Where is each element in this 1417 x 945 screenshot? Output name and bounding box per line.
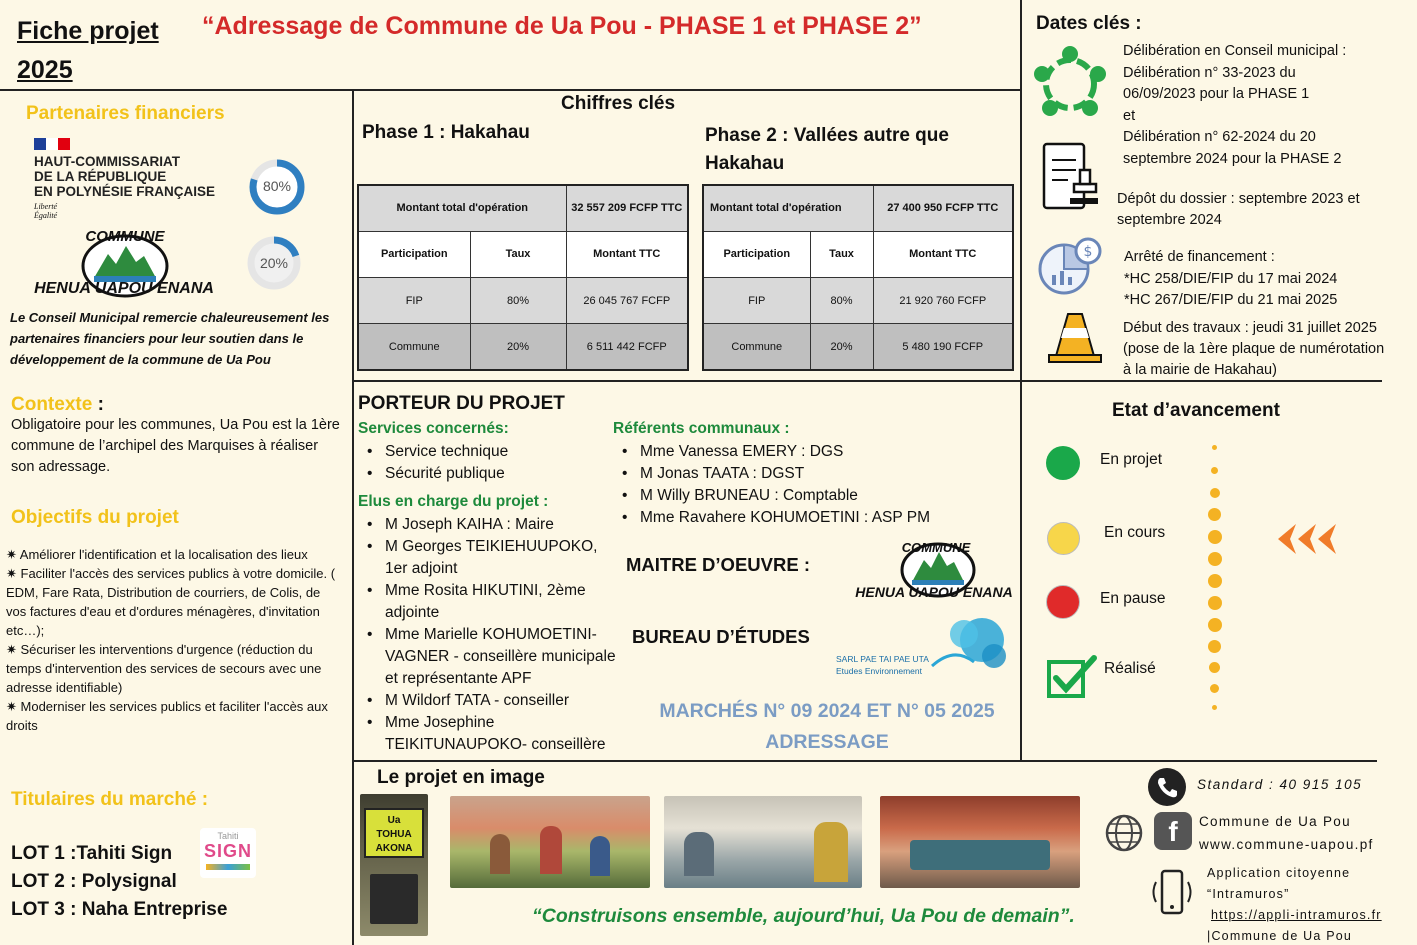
hc-percent-label: 80% <box>262 178 292 194</box>
phone-icon[interactable] <box>1148 768 1186 806</box>
list-item: • M Jonas TAATA : DGST <box>614 463 930 485</box>
list-item: • Mme Ravahere KOHUMOETINI : ASP PM <box>614 507 930 529</box>
date-line: 06/09/2023 pour la PHASE 1 <box>1123 86 1310 103</box>
list-item: • Mme Vanessa EMERY : DGS <box>614 441 930 463</box>
commune-percent-gauge <box>246 235 302 291</box>
divider-left <box>352 91 354 945</box>
moe-logo-top: COMMUNE <box>901 540 971 555</box>
app-url-link[interactable]: https://appli-intramuros.fr <box>1211 908 1382 922</box>
list-item: • M Joseph KAIHA : Maire <box>359 514 621 536</box>
services-list <box>359 441 508 485</box>
objectives-list <box>6 545 344 735</box>
table-cell: Commune <box>358 324 470 370</box>
list-item: • Sécurité publique <box>359 463 508 485</box>
list-item: • M Georges TEIKIEHUUPOKO, 1er adjoint <box>359 536 621 580</box>
hc-motto1: Liberté <box>34 202 58 211</box>
figures-heading: Chiffres clés <box>561 93 676 114</box>
bureau-label: BUREAU D’ÉTUDES <box>632 626 810 647</box>
elus-heading: Elus en charge du projet : <box>358 493 549 510</box>
lot-3: LOT 3 : Naha Entreprise <box>11 899 228 920</box>
phase2-title-l2: Hakahau <box>705 153 785 174</box>
list-item: • Mme Rosita HIKUTINI, 2ème adjointe <box>359 580 621 624</box>
phase2-table <box>702 184 1014 371</box>
referents-heading: Référents communaux : <box>613 420 790 437</box>
globe-icon[interactable] <box>1104 813 1144 853</box>
table-cell: 26 045 767 FCFP <box>566 278 688 324</box>
document-stamp-icon <box>1038 140 1100 216</box>
date-line: et <box>1123 107 1136 124</box>
status-dot-en-cours <box>1047 522 1080 555</box>
list-item: • Mme Josephine TEIKITUNAUPOKO- conseillère <box>359 712 621 756</box>
moe-label: MAITRE D’OEUVRE : <box>626 554 810 575</box>
partners-heading: Partenaires financiers <box>26 103 225 124</box>
context-title: Contexte <box>11 394 93 415</box>
date-line: Dépôt du dossier : septembre 2023 et <box>1117 191 1360 207</box>
date-travaux <box>1123 318 1384 381</box>
hc-percent-gauge <box>248 158 306 216</box>
fiche-line1: Fiche projet <box>17 17 159 45</box>
sign-text-l2: TOHUA AKONA <box>375 829 413 854</box>
bureau-logo <box>834 606 1018 680</box>
list-item: • Service technique <box>359 441 508 463</box>
table-cell: 21 920 760 FCFP <box>873 278 1013 324</box>
table-cell: 80% <box>810 278 873 324</box>
objective-item: ✷ Moderniser les services publics et faciliter l'accès aux droits <box>6 699 328 733</box>
thanks-text: Le Conseil Municipal remercie chaleureusement les partenaires financiers pour leur soutien dans le développement de la commune de Ua Pou <box>10 310 330 367</box>
phase2-total-value: 27 400 950 FCFP TTC <box>873 185 1013 231</box>
date-depot <box>1117 189 1360 231</box>
date-line: septembre 2024 pour la PHASE 2 <box>1123 150 1342 167</box>
traffic-cone-icon <box>1046 310 1104 366</box>
table-cell: FIP <box>703 278 810 324</box>
checkmark-icon <box>1046 654 1100 700</box>
status-label: Réalisé <box>1104 660 1156 677</box>
phase1-col1: Participation <box>358 231 470 277</box>
status-dot-en-pause <box>1046 585 1080 619</box>
app-line2: “Intramuros” <box>1207 887 1290 901</box>
objective-item: ✷ Sécuriser les interventions d'urgence (réduction du temps d'intervention des services de secours avec une adresse identifiable) <box>6 642 322 695</box>
date-line: septembre 2024 <box>1117 212 1222 228</box>
website-link[interactable]: www.commune-uapou.pf <box>1199 837 1374 852</box>
table-cell: 5 480 190 FCFP <box>873 324 1013 370</box>
commune-logo <box>22 226 226 302</box>
bureau-logo-l2: Etudes Environnement <box>836 666 922 676</box>
app-line1: Application citoyenne <box>1207 866 1351 880</box>
current-status-arrow-icon <box>1274 522 1344 556</box>
table-cell: FIP <box>358 278 470 324</box>
list-item: • Mme Marielle KOHUMOETINI-VAGNER - conseillère municipale et représentante APF <box>359 624 621 690</box>
photo-meeting-1 <box>450 796 650 888</box>
table-cell: 80% <box>470 278 566 324</box>
progress-heading: Etat d’avancement <box>1112 400 1280 421</box>
phase2-col2: Taux <box>810 231 873 277</box>
dates-heading: Dates clés : <box>1036 13 1142 34</box>
phase2-col3: Montant TTC <box>873 231 1013 277</box>
status-label: En cours <box>1104 524 1166 541</box>
date-line: Arrêté de financement : <box>1124 249 1275 265</box>
date-line: *HC 258/DIE/FIP du 17 mai 2024 <box>1124 270 1338 287</box>
svg-text:$: $ <box>1083 244 1093 260</box>
phase2-total-label: Montant total d'opération <box>703 185 873 231</box>
context-colon: : <box>92 394 104 415</box>
phase1-col2: Taux <box>470 231 566 277</box>
hc-name-l2: DE LA RÉPUBLIQUE <box>34 169 167 184</box>
elus-list <box>359 514 621 756</box>
date-line: Délibération n° 33-2023 du <box>1123 64 1296 81</box>
phase2-title <box>705 122 949 178</box>
phase2-title-l1: Phase 2 : Vallées autre que <box>705 125 949 146</box>
tahiti-sign-top: Tahiti <box>217 831 239 841</box>
table-cell: 20% <box>470 324 566 370</box>
status-dot-en-projet <box>1046 446 1080 480</box>
date-deliberation <box>1123 41 1346 171</box>
date-line: (pose de la 1ère plaque de numérotation <box>1123 341 1385 357</box>
list-item: • M Willy BRUNEAU : Comptable <box>614 485 930 507</box>
slogan: “Construisons ensemble, aujourd’hui, Ua Pou de demain”. <box>532 905 1075 927</box>
fiche-line2: 2025 <box>17 56 73 84</box>
marches-text <box>632 696 1022 758</box>
objectives-heading: Objectifs du projet <box>11 507 179 528</box>
table-cell: Commune <box>703 324 810 370</box>
services-heading: Services concernés: <box>358 420 509 437</box>
app-line4: |Commune de Ua Pou <box>1207 929 1353 943</box>
status-label: En projet <box>1100 451 1163 468</box>
date-line: Délibération n° 62-2024 du 20 <box>1123 129 1316 146</box>
phase1-table <box>357 184 689 371</box>
phase1-total-value: 32 557 209 FCFP TTC <box>566 185 688 231</box>
hc-motto2: Égalité <box>34 211 58 220</box>
commune-logo-top: COMMUNE <box>85 228 165 245</box>
referents-list <box>614 441 930 529</box>
sign-text-l1: Ua <box>387 815 401 826</box>
french-flag-icon <box>34 138 70 150</box>
phase2-col1: Participation <box>703 231 810 277</box>
tahiti-sign-main: SIGN <box>203 841 252 861</box>
date-line: Début des travaux : jeudi 31 juillet 2025 <box>1123 320 1377 336</box>
moe-logo-bottom: HENUA UAPOU ENANA <box>855 584 1013 600</box>
page-title: “Adressage de Commune de Ua Pou - PHASE 1 et PHASE 2” <box>202 12 922 40</box>
holders-list <box>11 840 227 924</box>
phase1-total-label: Montant total d'opération <box>358 185 566 231</box>
phone-number: Standard : 40 915 105 <box>1197 777 1363 792</box>
objective-item: ✷ Améliorer l'identification et la localisation des lieux <box>6 547 308 562</box>
chart-dollar-icon <box>1036 233 1106 299</box>
phase1-title: Phase 1 : Hakahau <box>362 122 530 143</box>
mobile-app-icon <box>1146 868 1198 918</box>
context-heading <box>11 394 104 416</box>
status-label: En pause <box>1100 590 1166 607</box>
lot-1: LOT 1 :Tahiti Sign <box>11 843 173 864</box>
fiche-projet-label <box>17 12 159 90</box>
table-cell: 6 511 442 FCFP <box>566 324 688 370</box>
date-line: à la mairie de Hakahau) <box>1123 362 1277 378</box>
lot-2: LOT 2 : Polysignal <box>11 871 177 892</box>
marches-l1: MARCHÉS N° 09 2024 ET N° 05 2025 <box>659 700 995 722</box>
date-line: Délibération en Conseil municipal : <box>1123 43 1347 59</box>
holders-heading: Titulaires du marché : <box>11 789 209 810</box>
progress-dotted-track <box>1205 445 1225 715</box>
commune-logo-bottom: HENUA UAPOU ENANA <box>34 280 214 297</box>
facebook-icon[interactable]: f <box>1154 812 1192 850</box>
moe-commune-logo <box>846 538 1022 602</box>
hc-name-l3: EN POLYNÉSIE FRANÇAISE <box>34 184 216 199</box>
contact-web <box>1199 810 1374 856</box>
app-info <box>1207 863 1382 945</box>
tahiti-sign-logo <box>200 828 256 878</box>
porteur-heading: PORTEUR DU PROJET <box>358 393 565 414</box>
bureau-logo-l1: SARL PAE TAI PAE UTA <box>836 654 929 664</box>
photo-meeting-3 <box>880 796 1080 888</box>
images-heading: Le projet en image <box>377 767 545 788</box>
photo-sign <box>360 794 428 936</box>
facebook-name: Commune de Ua Pou <box>1199 814 1351 829</box>
hc-logo <box>34 138 224 220</box>
list-item: • M Wildorf TATA - conseiller <box>359 690 621 712</box>
phase1-col3: Montant TTC <box>566 231 688 277</box>
date-line: *HC 267/DIE/FIP du 21 mai 2025 <box>1124 292 1338 308</box>
commune-percent-label: 20% <box>259 255 289 271</box>
date-arrete <box>1124 247 1337 312</box>
context-text: Obligatoire pour les communes, Ua Pou est la 1ère commune de l’archipel des Marquises à réaliser son adressage. <box>11 417 340 475</box>
marches-l2: ADRESSAGE <box>765 731 889 753</box>
hc-name-l1: HAUT-COMMISSARIAT <box>34 154 180 169</box>
divider-bottom <box>352 760 1377 762</box>
objective-item: ✷ Faciliter l'accès des services publics à votre domicile. ( EDM, Fare Rata, Distribution de courriers, de Colis, de vos factures d'eau et d'ordures ménagères, d'invitation etc…); <box>6 566 336 638</box>
table-cell: 20% <box>810 324 873 370</box>
team-circle-icon <box>1030 44 1110 124</box>
photo-meeting-2 <box>664 796 862 888</box>
